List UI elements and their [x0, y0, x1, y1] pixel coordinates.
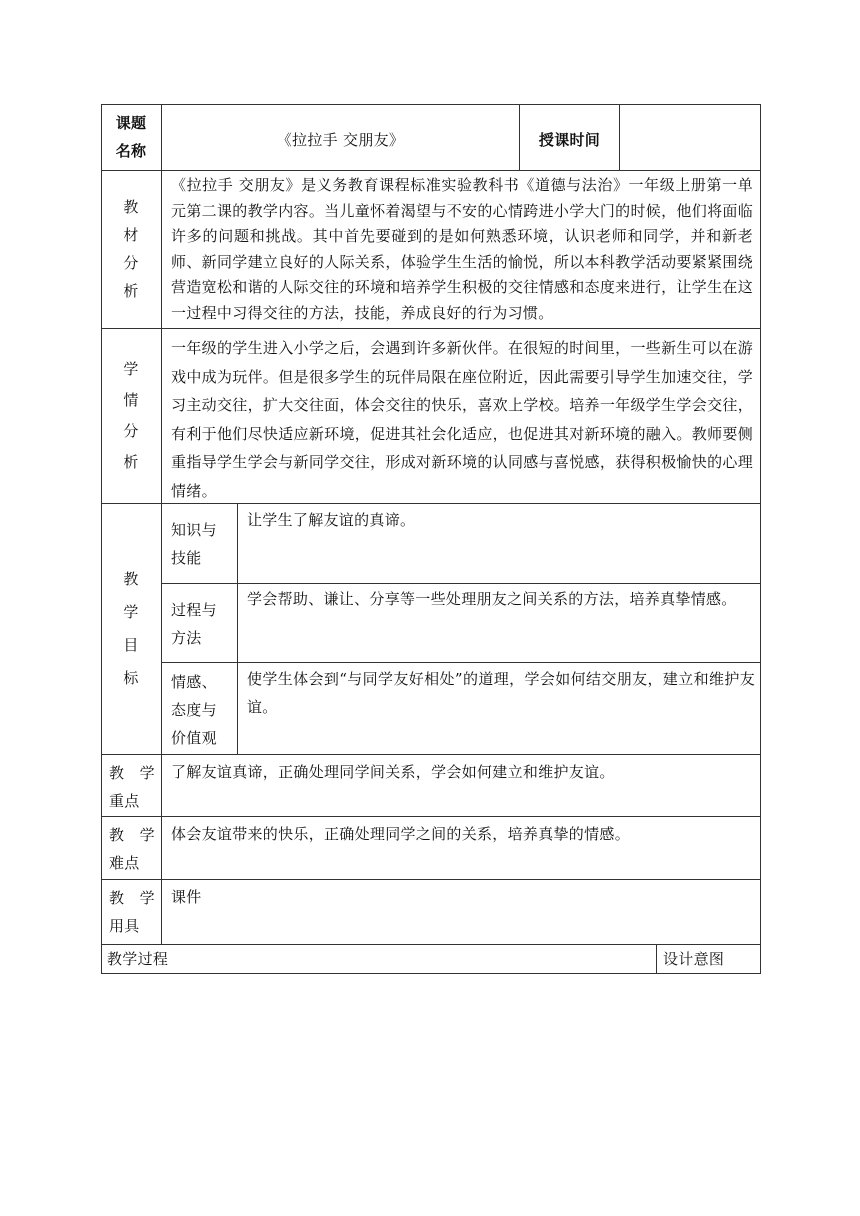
- label-line: 难点: [109, 854, 140, 872]
- lesson-plan-table: [101, 104, 761, 974]
- design-intent-label: 设计意图: [663, 950, 725, 968]
- sublabel-line: 态度与: [171, 701, 217, 719]
- label-char: 教: [123, 198, 139, 216]
- lesson-title: 《拉拉手 交朋友》: [276, 131, 405, 149]
- textbook-analysis-text: 《拉拉手 交朋友》是义务教育课程标准实验教科书《道德与法治》一年级上册第一单元第二课的教学内容。当儿童怀着渴望与不安的心情跨进小学大门的时候，他们将面临许多的问题和挑战。其中首先要碰到的是如何熟悉环境，认识老师和同学，并和新老师、新同学建立良好的人际关系，体验学生生活的愉悦，所以本科教学活动要紧紧围绕营造宽松和谐的人际交往的环境和培养学生积极的交往情感和态度来进行，让学生在这一过程中习得交往的方法，技能，养成良好的行为习惯。: [171, 176, 753, 322]
- column-divider: [656, 944, 657, 974]
- textbook-analysis-label: [101, 170, 161, 328]
- objective-sublabel-attitude: [171, 668, 237, 752]
- sublabel-line: 技能: [171, 549, 202, 567]
- difficulties-label: [109, 821, 161, 877]
- process-label: 教学过程: [107, 950, 169, 968]
- label-char: 学: [123, 602, 139, 621]
- table-border-bottom: [101, 973, 761, 974]
- sublabel-line: 方法: [171, 629, 202, 647]
- label-char: 目: [123, 635, 139, 654]
- sublabel-line: 价值观: [171, 729, 217, 747]
- label-char: 教: [123, 569, 139, 588]
- row-divider: [101, 328, 761, 329]
- label-char: 学: [123, 359, 139, 378]
- column-divider: [619, 104, 620, 170]
- topic-label-line: 名称: [115, 142, 147, 160]
- time-label: 授课时间: [538, 131, 601, 149]
- sublabel-line: 情感、: [171, 673, 217, 691]
- key-points-label: [109, 759, 161, 815]
- row-divider: [101, 754, 761, 755]
- sublabel-line: 知识与: [171, 521, 217, 539]
- label-char: 材: [123, 226, 139, 244]
- table-border-top: [101, 104, 761, 105]
- label-line: 用具: [109, 917, 140, 935]
- label-line: 重点: [109, 792, 140, 810]
- student-analysis-label: [101, 328, 161, 503]
- label-line: 教 学: [109, 889, 155, 907]
- label-column-divider: [161, 104, 162, 944]
- objective-sublabel-process: [171, 596, 237, 652]
- sublabel-column-divider: [237, 503, 238, 754]
- tools-text: 课件: [171, 888, 202, 906]
- label-char: 析: [123, 282, 139, 300]
- row-divider: [101, 879, 761, 880]
- topic-label-line: 课题: [115, 114, 147, 132]
- row-divider: [161, 662, 761, 663]
- difficulties-text: 体会友谊带来的快乐，正确处理同学之间的关系，培养真挚的情感。: [171, 825, 631, 843]
- sublabel-line: 过程与: [171, 601, 217, 619]
- row-divider: [161, 583, 761, 584]
- objective-text-process: 学会帮助、谦让、分享等一些处理朋友之间关系的方法，培养真挚情感。: [247, 590, 737, 608]
- label-line: 教 学: [109, 764, 155, 782]
- label-char: 分: [123, 254, 139, 272]
- objective-text-attitude: 使学生体会到“与同学友好相处”的道理，学会如何结交朋友，建立和维护友谊。: [247, 670, 755, 716]
- label-char: 分: [123, 421, 139, 440]
- label-line: 教 学: [109, 826, 155, 844]
- label-char: 析: [123, 452, 139, 471]
- student-analysis-text: 一年级的学生进入小学之后，会遇到许多新伙伴。在很短的时间里，一些新生可以在游戏中成为玩伴。但是很多学生的玩伴局限在座位附近，因此需要引导学生加速交往，学习主动交往，扩大交往面，体会交往的快乐，喜欢上学校。培养一年级学生学会交往，有利于他们尽快适应新环境，促进其社会化适应，也促进其对新环境的融入。教师要侧重指导学生学会与新同学交往，形成对新环境的认同感与喜悦感，获得积极愉快的心理情绪。: [171, 339, 753, 500]
- topic-label: [101, 104, 161, 170]
- label-char: 标: [123, 668, 139, 687]
- key-points-text: 了解友谊真谛，正确处理同学间关系，学会如何建立和维护友谊。: [171, 763, 615, 781]
- table-border-right: [760, 104, 761, 974]
- row-divider: [101, 170, 761, 171]
- row-divider: [101, 816, 761, 817]
- objective-sublabel-knowledge: [171, 516, 237, 572]
- objective-text-knowledge: 让学生了解友谊的真谛。: [247, 511, 416, 529]
- label-char: 情: [123, 390, 139, 409]
- tools-label: [109, 884, 161, 940]
- objectives-label: [101, 503, 161, 754]
